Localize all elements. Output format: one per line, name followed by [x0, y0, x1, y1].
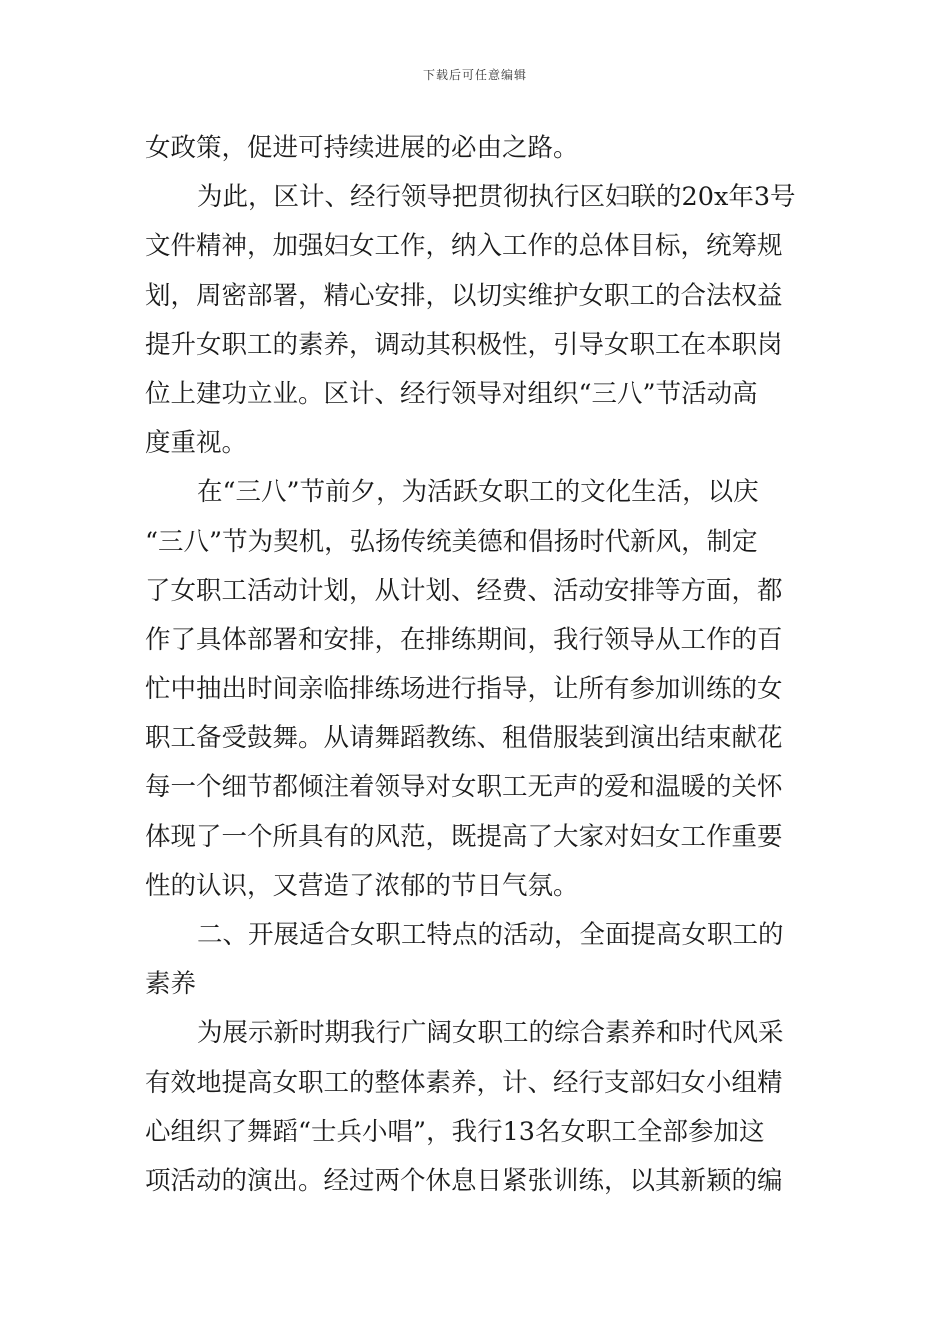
text-line: 性的认识，又营造了浓郁的节日气氛。 [145, 870, 579, 901]
section-heading: 二、开展适合女职工特点的活动，全面提高女职工的 [197, 920, 784, 950]
text-line: 每一个细节都倾注着领导对女职工无声的爱和温暖的关怀 [145, 772, 783, 803]
text-line: 女政策，促进可持续进展的必由之路。 [145, 133, 579, 163]
document-body [145, 124, 811, 1206]
text-line: 职工备受鼓舞。从请舞蹈教练、租借服装到演出结束献花 [145, 723, 783, 754]
text-line: 有效地提高女职工的整体素养，计、经行支部妇女小组精 [145, 1067, 783, 1098]
text-line: 了女职工活动计划，从计划、经费、活动安排等方面，都 [145, 575, 783, 606]
text-line: 在“三八”节前夕，为活跃女职工的文化生活，以庆 [197, 477, 759, 508]
text-line: 度重视。 [145, 428, 248, 459]
text-line: 体现了一个所具有的风范，既提高了大家对妇女工作重要 [145, 821, 783, 852]
text-line: 提升女职工的素养，调动其积极性，引导女职工在本职岗 [145, 329, 783, 360]
text-line: 为此，区计、经行领导把贯彻执行区妇联的20x年3号 [197, 182, 796, 213]
text-line: “三八”节为契机，弘扬传统美德和倡扬时代新风，制定 [145, 526, 758, 557]
text-line: 位上建功立业。区计、经行领导对组织“三八”节活动高 [145, 378, 758, 409]
section-heading: 素养 [145, 969, 197, 1000]
text-line: 忙中抽出时间亲临排练场进行指导，让所有参加训练的女 [145, 674, 783, 705]
text-line: 心组织了舞蹈“士兵小唱”，我行13名女职工全部参加这 [145, 1116, 765, 1147]
text-line: 作了具体部署和安排，在排练期间，我行领导从工作的百 [145, 624, 783, 655]
page-header: 下载后可任意编辑 [422, 68, 527, 82]
text-line: 项活动的演出。经过两个休息日紧张训练，以其新颖的编 [145, 1165, 783, 1196]
text-line: 文件精神，加强妇女工作，纳入工作的总体目标，统筹规 [145, 231, 783, 262]
text-line: 为展示新时期我行广阔女职工的综合素养和时代风采 [197, 1018, 784, 1049]
text-line: 划，周密部署，精心安排，以切实维护女职工的合法权益 [145, 280, 783, 311]
